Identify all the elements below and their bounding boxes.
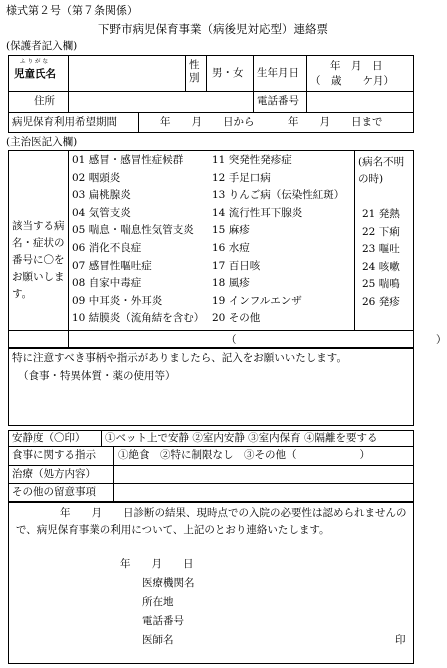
disease-item[interactable]: 04 気管支炎 xyxy=(72,206,131,219)
disease-item[interactable]: 13 りんご病（伝染性紅斑） xyxy=(212,189,345,202)
location-label: 所在地 xyxy=(142,596,174,608)
notes-instruction: 特に注意すべき事柄や指示がありましたら、記入をお願いいたします。 xyxy=(12,352,347,364)
other-notes-label: その他の留意事項 xyxy=(12,486,96,498)
age-field[interactable]: （ 歳 ケ月） xyxy=(310,75,394,87)
signature-date[interactable]: 年 月 日 xyxy=(120,558,194,570)
disease-item[interactable]: 02 咽頭炎 xyxy=(72,171,121,184)
doctor-phone-label: 電話番号 xyxy=(142,615,184,627)
symptom-item[interactable]: 24 咳嗽 xyxy=(362,260,400,273)
symptom-item[interactable]: 22 下痢 xyxy=(362,225,400,238)
seal-mark: 印 xyxy=(395,634,406,646)
diagnosis-statement: 年 月 日診断の結果、現時点での入院の必要性は認められませんので、病児保育事業の利用について、上記のとおり連絡いたします。 xyxy=(16,507,407,536)
unknown-disease-header: (病名不明の時) xyxy=(358,156,405,185)
doctor-name-label: 医師名 xyxy=(142,634,174,646)
period-from-field[interactable]: 年 月 日から xyxy=(160,116,255,128)
symptom-list xyxy=(362,208,400,314)
symptom-item[interactable]: 25 喘鳴 xyxy=(362,278,400,291)
sex-label: 性 別 xyxy=(189,59,200,85)
rest-label: 安静度（〇印） xyxy=(12,432,86,444)
disease-item[interactable]: 11 突発性発疹症 xyxy=(212,154,292,166)
disease-item[interactable]: 08 自家中毒症 xyxy=(72,277,142,290)
notes-subtext: （食事・特異体質・薬の使用等） xyxy=(18,370,176,382)
page-title: 下野市病児保育事業（病後児対応型）連絡票 xyxy=(98,22,328,36)
symptom-item[interactable]: 26 発疹 xyxy=(362,295,400,308)
form-number: 様式第２号（第７条関係） xyxy=(6,4,138,17)
disease-item[interactable]: 06 消化不良症 xyxy=(72,241,142,254)
guardian-section-heading: (保護者記入欄) xyxy=(6,40,78,52)
child-name-label: 児童氏名 xyxy=(14,68,56,80)
phone-label: 電話番号 xyxy=(257,95,299,107)
treatment-label: 治療（処方内容） xyxy=(12,468,96,480)
disease-item[interactable]: 16 水痘 xyxy=(212,241,250,254)
rest-options[interactable]: ①ベット上で安静 ②室内安静 ③室内保育 ④隔離を要する xyxy=(105,432,378,444)
institution-label: 医療機関名 xyxy=(142,577,195,589)
disease-item[interactable]: 17 百日咳 xyxy=(212,259,261,272)
disease-item[interactable]: 07 感冒性嘔吐症 xyxy=(72,259,152,272)
address-label: 住所 xyxy=(34,95,55,107)
disease-item[interactable]: 05 喘息・喘息性気管支炎 xyxy=(72,224,194,237)
period-label: 病児保育利用希望期間 xyxy=(12,116,117,128)
disease-item[interactable]: 19 インフルエンザ xyxy=(212,294,302,307)
disease-list-left xyxy=(72,154,204,330)
disease-item[interactable]: 15 麻疹 xyxy=(212,224,250,237)
disease-instruction: 該当する病名・症状の番号に〇をお願いします。 xyxy=(12,220,65,300)
disease-item[interactable]: 14 流行性耳下腺炎 xyxy=(212,206,303,219)
disease-item[interactable]: 01 感冒・感冒性症候群 xyxy=(72,154,184,166)
diet-options[interactable]: ①絶食 ②特に制限なし ③その他（ ） xyxy=(118,449,370,461)
disease-item[interactable]: 12 手足口病 xyxy=(212,171,271,184)
disease-list-middle xyxy=(212,154,344,330)
period-to-field[interactable]: 年 月 日まで xyxy=(288,116,383,128)
disease-item[interactable]: 20 その他 xyxy=(212,312,261,325)
other-disease-field[interactable]: （ ） xyxy=(226,334,447,346)
disease-item[interactable]: 18 風疹 xyxy=(212,277,250,290)
doctor-section-heading: (主治医記入欄) xyxy=(6,136,78,148)
disease-item[interactable]: 03 扁桃腺炎 xyxy=(72,189,131,202)
other-notes-field[interactable] xyxy=(117,485,411,500)
furigana-label: ふりがな xyxy=(20,59,51,65)
symptom-item[interactable]: 23 嘔吐 xyxy=(362,243,400,256)
symptom-item[interactable]: 21 発熱 xyxy=(362,208,400,220)
disease-item[interactable]: 09 中耳炎・外耳炎 xyxy=(72,294,163,307)
disease-item[interactable]: 10 結膜炎（流角結を含む） xyxy=(72,312,205,325)
birthdate-label: 生年月日 xyxy=(257,67,299,79)
diet-label: 食事に関する指示 xyxy=(12,449,96,461)
birthdate-field[interactable]: 年 月 日 xyxy=(330,60,383,72)
sex-options[interactable]: 男・女 xyxy=(212,67,244,79)
treatment-field[interactable] xyxy=(117,467,411,482)
